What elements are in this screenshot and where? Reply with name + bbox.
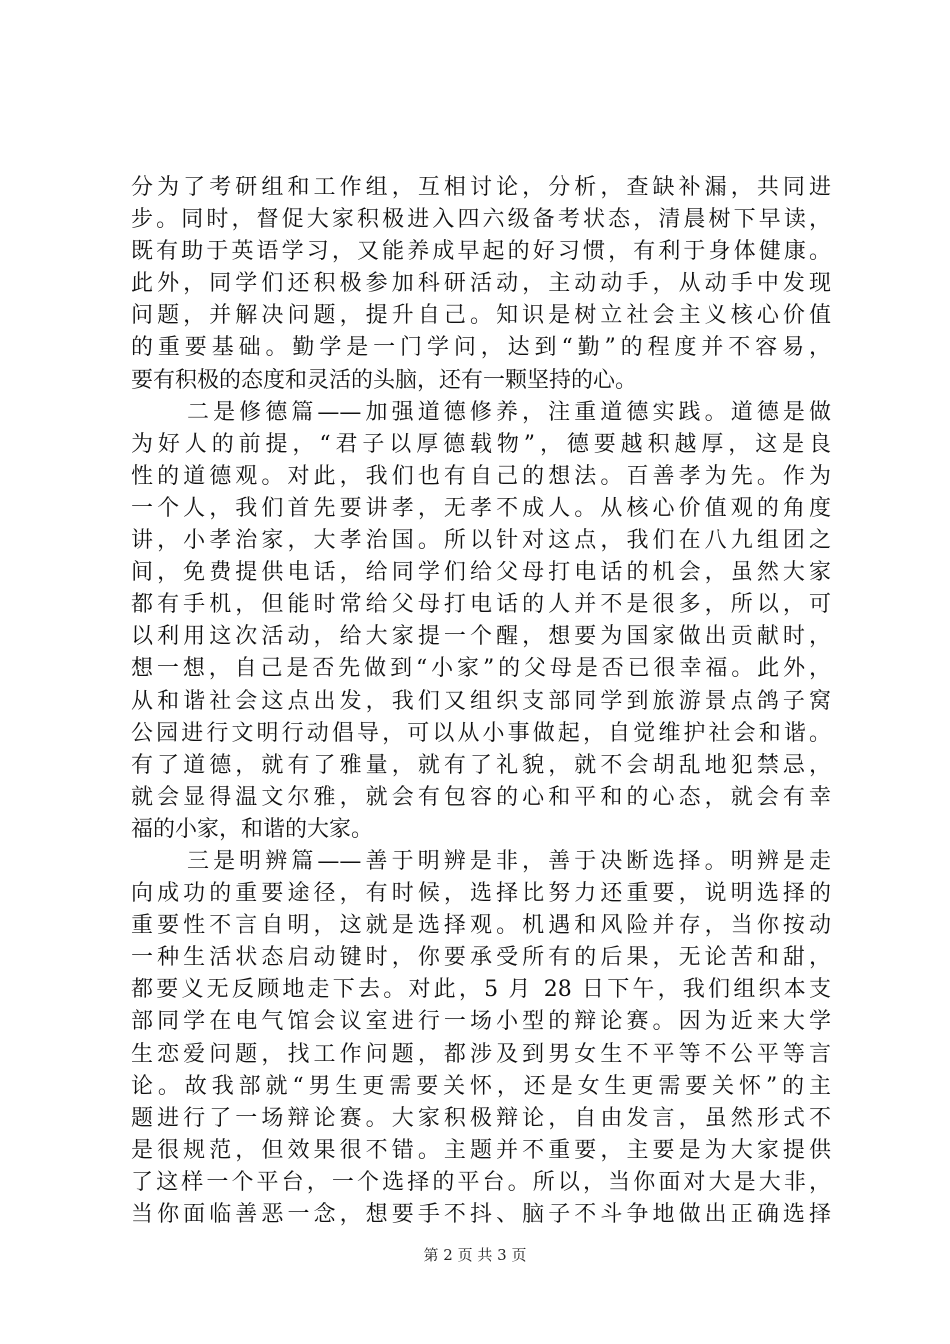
text-line: 就会显得温文尔雅，就会有包容的心和平和的心态，就会有幸 bbox=[131, 784, 831, 810]
text-line: 此外，同学们还积极参加科研活动，主动动手，从动手中发现 bbox=[131, 271, 831, 297]
text-line: 三是明辨篇——善于明辨是非，善于决断选择。明辨是走 bbox=[187, 848, 831, 874]
text-line: 分为了考研组和工作组，互相讨论，分析，查缺补漏，共同进 bbox=[131, 175, 831, 200]
text-line: 要有积极的态度和灵活的头脑，还有一颗坚持的心。 bbox=[131, 367, 638, 393]
text-line: 向成功的重要途径，有时候，选择比努力还重要，说明选择的 bbox=[131, 881, 831, 907]
document-body bbox=[131, 172, 831, 1231]
text-line: 以利用这次活动，给大家提一个醒，想要为国家做出贡献时， bbox=[131, 624, 831, 650]
text-line: 问题，并解决问题，提升自己。知识是树立社会主义核心价值 bbox=[131, 303, 831, 329]
text-line: 间，免费提供电话，给同学们给父母打电话的机会，虽然大家 bbox=[131, 560, 831, 586]
text-line: 二是修德篇——加强道德修养，注重道德实践。道德是做 bbox=[187, 399, 831, 425]
text-line: 是很规范，但效果很不错。主题并不重要，主要是为大家提供 bbox=[131, 1137, 831, 1163]
text-line: 从和谐社会这点出发，我们又组织支部同学到旅游景点鸽子窝 bbox=[131, 688, 831, 714]
text-line: 想一想，自己是否先做到“小家”的父母是否已很幸福。此外， bbox=[131, 656, 831, 682]
text-line: 题进行了一场辩论赛。大家积极辩论，自由发言，虽然形式不 bbox=[131, 1105, 831, 1131]
text-line: 生恋爱问题，找工作问题，都涉及到男女生不平等不公平等言 bbox=[131, 1041, 831, 1067]
page-number-footer: 第 2 页 共 3 页 bbox=[423, 1246, 527, 1264]
text-line: 既有助于英语学习，又能养成早起的好习惯，有利于身体健康。 bbox=[131, 239, 831, 265]
text-line: 一种生活状态启动键时，你要承受所有的后果，无论苦和甜， bbox=[131, 945, 831, 971]
text-line: 当你面临善恶一念，想要手不抖、脑子不斗争地做出正确选择 bbox=[131, 1202, 831, 1227]
text-line: 的重要基础。勤学是一门学问，达到“勤”的程度并不容易， bbox=[131, 335, 831, 361]
text-line: 重要性不言自明，这就是选择观。机遇和风险并存，当你按动 bbox=[131, 913, 831, 939]
text-line: 都有手机，但能时常给父母打电话的人并不是很多，所以，可 bbox=[131, 592, 831, 618]
text-line: 福的小家，和谐的大家。 bbox=[131, 816, 374, 842]
text-line: 公园进行文明行动倡导，可以从小事做起，自觉维护社会和谐。 bbox=[131, 720, 831, 746]
text-line: 部同学在电气馆会议室进行一场小型的辩论赛。因为近来大学 bbox=[131, 1009, 831, 1035]
text-line: 步。同时，督促大家积极进入四六级备考状态，清晨树下早读， bbox=[131, 207, 831, 233]
text-line: 都要义无反顾地走下去。对此，5 月 28 日下午，我们组织本支 bbox=[131, 977, 831, 1003]
text-line: 一个人，我们首先要讲孝，无孝不成人。从核心价值观的角度 bbox=[131, 495, 831, 521]
text-line: 为好人的前提，“君子以厚德载物”，德要越积越厚，这是良 bbox=[131, 431, 831, 457]
text-line: 了这样一个平台，一个选择的平台。所以，当你面对大是大非， bbox=[131, 1169, 831, 1195]
text-line: 有了道德，就有了雅量，就有了礼貌，就不会胡乱地犯禁忌， bbox=[131, 752, 831, 778]
text-line: 讲，小孝治家，大孝治国。所以针对这点，我们在八九组团之 bbox=[131, 528, 831, 554]
text-line: 论。故我部就“男生更需要关怀，还是女生更需要关怀”的主 bbox=[131, 1073, 831, 1099]
text-line: 性的道德观。对此，我们也有自己的想法。百善孝为先。作为 bbox=[131, 463, 831, 489]
